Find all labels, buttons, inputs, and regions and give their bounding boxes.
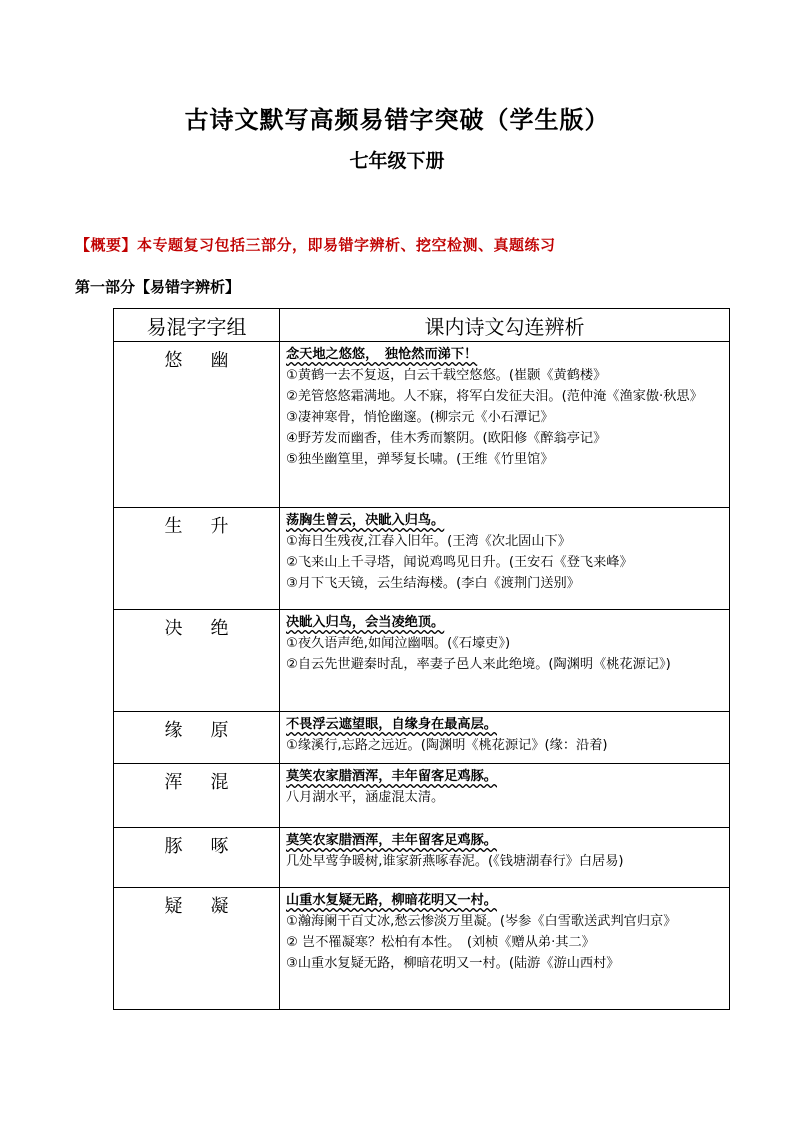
- table-header-row: [114, 309, 730, 342]
- page-title: 古诗文默写高频易错字突破（学生版）: [184, 106, 610, 134]
- char-a: 决: [164, 618, 183, 639]
- example-line: ③山重水复疑无路，柳暗花明又一村。(陆游《游山西村》: [286, 956, 620, 971]
- char-pair-cell: [114, 764, 280, 828]
- analysis-cell: [280, 712, 730, 764]
- example-line: ①夜久语声绝,如闻泣幽咽。(《石壕吏》): [286, 636, 511, 651]
- example-line: ②羌管悠悠霜满地。人不寐，将军白发征夫泪。(范仲淹《渔家傲·秋思》: [286, 389, 703, 404]
- example-line: ①瀚海阑干百丈冰,愁云惨淡万里凝。(岑参《白雪歌送武判官归京》: [286, 914, 677, 929]
- char-b: 原: [210, 720, 229, 741]
- key-verse: 荡胸生曾云，决眦入归鸟。: [286, 513, 445, 528]
- char-a: 疑: [164, 896, 183, 917]
- example-line: ③凄神寒骨，悄怆幽邃。(柳宗元《小石潭记》: [286, 410, 554, 425]
- analysis-cell: [280, 610, 730, 712]
- example-line: ①海日生残夜,江春入旧年。(王湾《次北固山下》: [286, 534, 571, 549]
- analysis-cell: [280, 342, 730, 508]
- char-a: 豚: [164, 836, 183, 857]
- analysis-cell: [280, 888, 730, 1010]
- header-analysis: 课内诗文勾连辨析: [280, 309, 730, 342]
- char-b: 凝: [210, 896, 229, 917]
- char-pair-cell: [114, 508, 280, 610]
- char-b: 啄: [210, 836, 229, 857]
- example-line: ①缘溪行,忘路之远近。(陶渊明《桃花源记》(缘：沿着): [286, 738, 608, 753]
- char-a: 生: [164, 516, 183, 537]
- table-row: [114, 764, 730, 828]
- char-b: 绝: [210, 618, 229, 639]
- table-row: [114, 610, 730, 712]
- header-char-group: 易混字字组: [114, 309, 280, 342]
- key-verse: 山重水复疑无路，柳暗花明又一村。: [286, 893, 497, 908]
- char-b: 混: [210, 772, 229, 793]
- example-line: ③月下飞天镜，云生结海楼。(李白《渡荆门送别》: [286, 576, 580, 591]
- key-verse: 决眦入归鸟，会当凌绝顶。: [286, 615, 445, 630]
- example-line: 几处早莺争暖树,谁家新燕啄春泥。(《钱塘湖春行》白居易): [286, 854, 624, 869]
- table-row: [114, 888, 730, 1010]
- char-a: 悠: [164, 350, 183, 371]
- char-a: 缘: [164, 720, 183, 741]
- table-row: [114, 508, 730, 610]
- analysis-cell: [280, 508, 730, 610]
- example-line: ①黄鹤一去不复返，白云千载空悠悠。(崔颢《黄鹤楼》: [286, 368, 607, 383]
- table-row: [114, 828, 730, 888]
- analysis-cell: [280, 828, 730, 888]
- example-line: ② 岂不罹凝寒？松柏有本性。 (刘桢《赠从弟·其二》: [286, 935, 595, 950]
- char-pair-cell: [114, 828, 280, 888]
- char-pair-cell: [114, 888, 280, 1010]
- confusing-characters-table: [113, 308, 730, 1010]
- key-verse: 不畏浮云遮望眼，自缘身在最高层。: [286, 717, 497, 732]
- page-subtitle: 七年级下册: [349, 150, 445, 172]
- overview-text: 【概要】本专题复习包括三部分，即易错字辨析、挖空检测、真题练习: [75, 236, 556, 254]
- key-verse: 念天地之悠悠， 独怆然而涕下！: [286, 347, 478, 362]
- char-pair-cell: [114, 342, 280, 508]
- section-heading: 第一部分【易错字辨析】: [75, 278, 241, 296]
- key-verse: 莫笑农家腊酒浑，丰年留客足鸡豚。: [286, 833, 497, 848]
- example-line: ④野芳发而幽香，佳木秀而繁阴。(欧阳修《醉翁亭记》: [286, 431, 607, 446]
- key-verse: 莫笑农家腊酒浑，丰年留客足鸡豚。: [286, 769, 497, 784]
- table-row: [114, 342, 730, 508]
- example-line: 八月湖水平，涵虚混太清。: [286, 790, 445, 805]
- example-line: ②自云先世避秦时乱，率妻子邑人来此绝境。(陶渊明《桃花源记》): [286, 657, 671, 672]
- table-row: [114, 712, 730, 764]
- example-line: ②飞来山上千寻塔，闻说鸡鸣见日升。(王安石《登飞来峰》: [286, 555, 633, 570]
- char-pair-cell: [114, 610, 280, 712]
- char-a: 浑: [164, 772, 183, 793]
- example-line: ⑤独坐幽篁里，弹琴复长啸。(王维《竹里馆》: [286, 452, 554, 467]
- char-b: 升: [210, 516, 229, 537]
- char-pair-cell: [114, 712, 280, 764]
- analysis-cell: [280, 764, 730, 828]
- char-b: 幽: [210, 350, 229, 371]
